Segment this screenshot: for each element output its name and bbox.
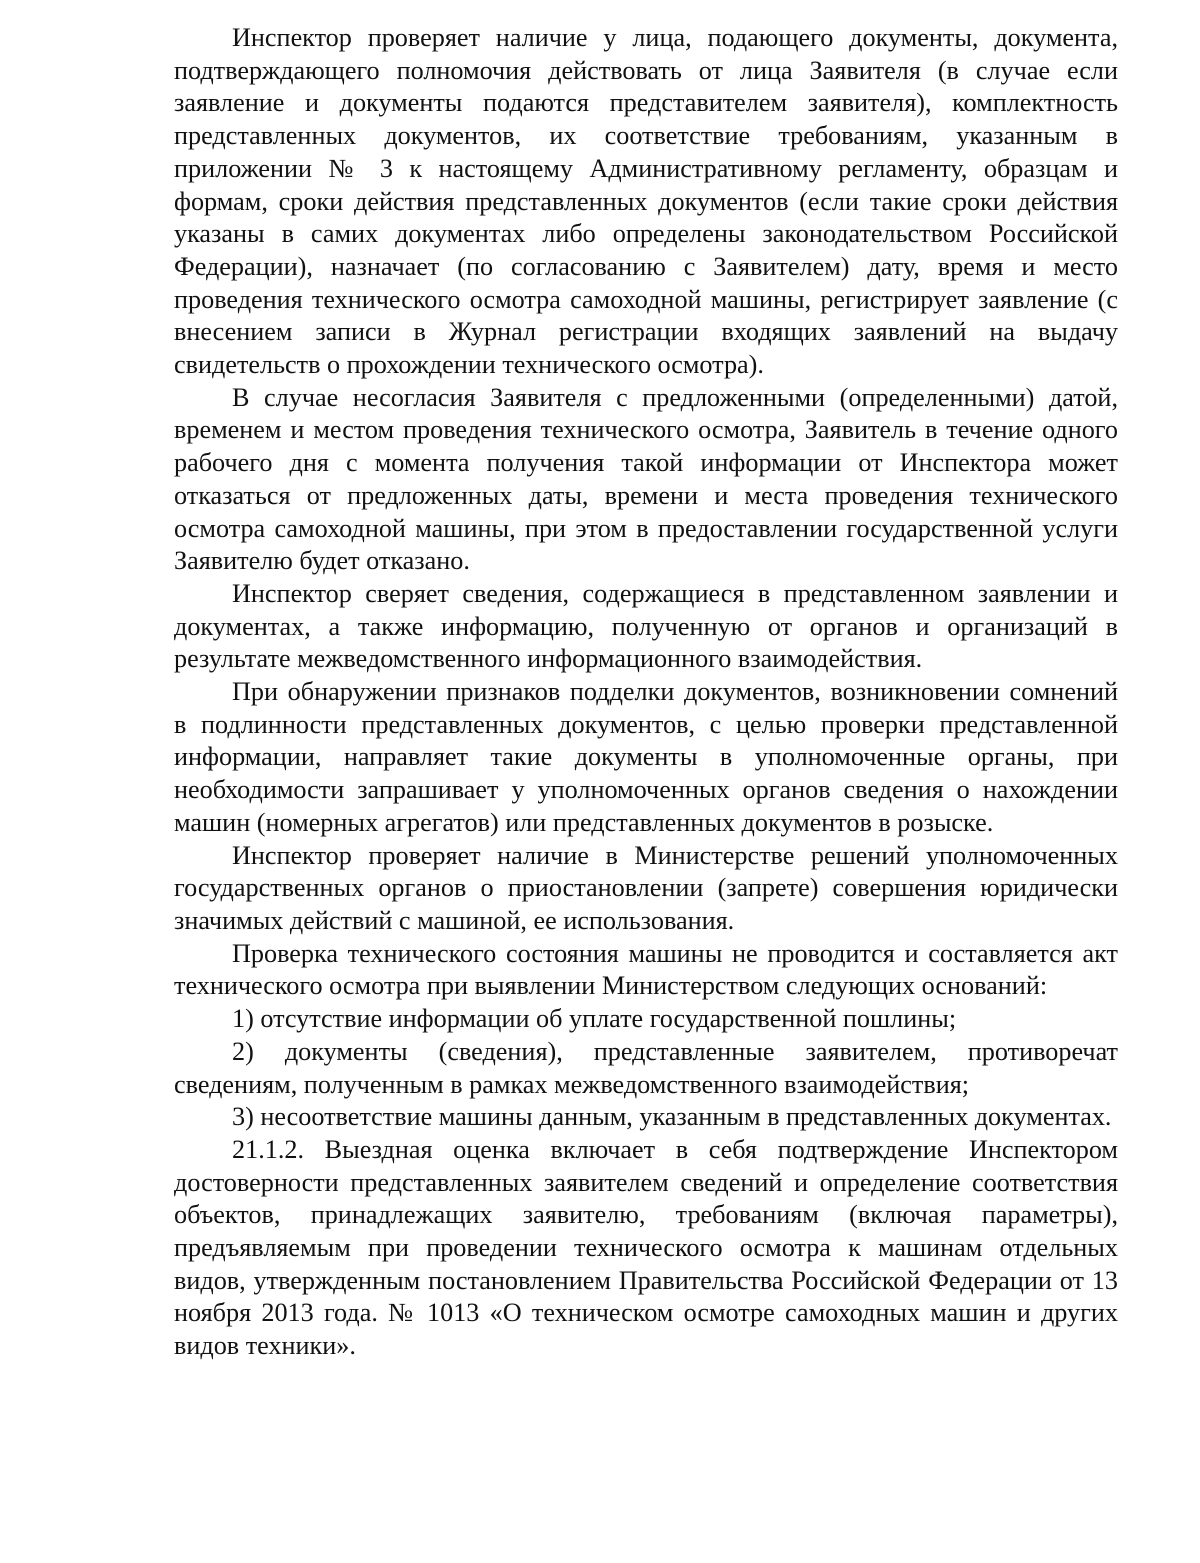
paragraph-section-21-1-2: 21.1.2. Выездная оценка включает в себя подтверждение Инспектором достоверности представленных заявителем сведений и определение соответствия объектов, принадлежащих заявителю, требованиям (включая параметры), предъявляемым при проведении технического осмотра к машинам отдельных видов, утвержденным постановлением Правительства Российской Федерации от 13 ноября 2013 года. № 1013 «О техническом осмотре самоходных машин и других видов техники». [174, 1134, 1118, 1361]
paragraph-ministry-decisions: Инспектор проверяет наличие в Министерстве решений уполномоченных государственных органов о приостановлении (запрете) совершения юридически значимых действий с машиной, ее использования. [174, 840, 1118, 935]
paragraph-disagreement: В случае несогласия Заявителя с предложенными (определенными) датой, временем и местом проведения технического осмотра, Заявитель в течение одного рабочего дня с момента получения такой информации от Инспектора может отказаться от предложенных даты, времени и места проведения технического осмотра самоходной машины, при этом в предоставлении государственной услуги Заявителю будет отказано. [174, 382, 1118, 576]
paragraph-document-check: Инспектор проверяет наличие у лица, подающего документы, документа, подтверждающего полномочия действовать от лица Заявителя (в случае если заявление и документы подаются представителем заявителя), комплектность представленных документов, их соответствие требованиям, указанным в приложении № 3 к настоящему Административному регламенту, образцам и формам, сроки действия представленных документов (если такие сроки действия указаны в самих документах либо определены законодательством Российской Федерации), назначает (по согласованию с Заявителем) дату, время и место проведения технического осмотра самоходной машины, регистрирует заявление (с внесением записи в Журнал регистрации входящих заявлений на выдачу свидетельств о прохождении технического осмотра). [174, 23, 1118, 380]
list-item-2: 2) документы (сведения), представленные заявителем, противоречат сведениям, полученным в рамках межведомственного взаимодействия; [174, 1036, 1118, 1099]
paragraph-forgery-check: При обнаружении признаков подделки документов, возникновении сомнений в подлинности представленных документов, с целью проверки представленной информации, направляет такие документы в уполномоченные органы, при необходимости запрашивает у уполномоченных органов сведения о нахождении машин (номерных агрегатов) или представленных документов в розыске. [174, 677, 1118, 837]
list-item-1: 1) отсутствие информации об уплате государственной пошлины; [232, 1004, 957, 1034]
paragraph-grounds-intro: Проверка технического состояния машины не проводится и составляется акт технического осмотра при выявлении Министерством следующих оснований: [174, 938, 1118, 1001]
document-page [174, 22, 1118, 1363]
list-item-3: 3) несоответствие машины данным, указанным в представленных документах. [232, 1102, 1112, 1132]
paragraph-verification: Инспектор сверяет сведения, содержащиеся в представленном заявлении и документах, а также информацию, полученную от органов и организаций в результате межведомственного информационного взаимодействия. [174, 578, 1118, 674]
